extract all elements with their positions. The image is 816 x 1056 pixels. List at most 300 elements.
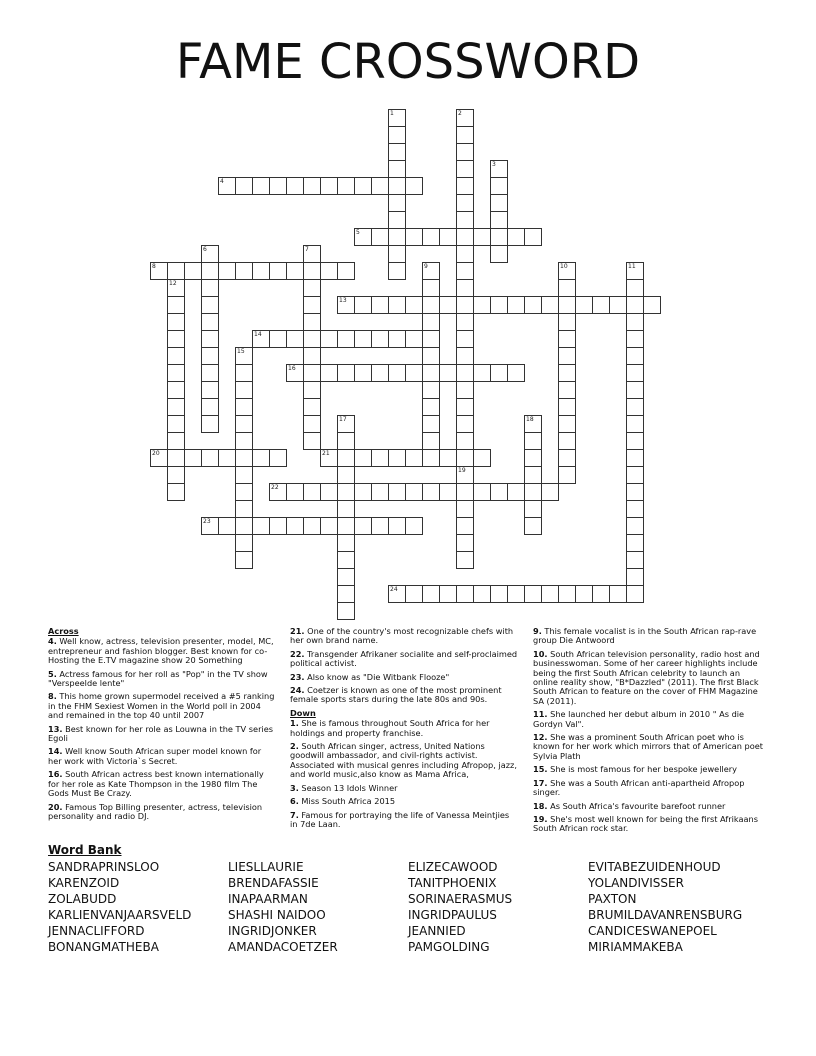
grid-cell[interactable]	[371, 177, 389, 195]
grid-cell[interactable]	[337, 551, 355, 569]
grid-cell[interactable]	[473, 483, 491, 501]
grid-cell[interactable]	[439, 364, 457, 382]
grid-cell[interactable]	[320, 262, 338, 280]
grid-cell[interactable]	[388, 517, 406, 535]
grid-cell[interactable]	[473, 296, 491, 314]
grid-cell[interactable]	[456, 500, 474, 518]
clue-number: 8	[152, 263, 156, 270]
grid-cell[interactable]	[490, 585, 508, 603]
grid-cell[interactable]	[303, 432, 321, 450]
grid-cell[interactable]	[201, 279, 219, 297]
word-bank-item: BONANGMATHEBA	[48, 940, 159, 954]
grid-cell[interactable]	[354, 364, 372, 382]
grid-cell[interactable]	[473, 228, 491, 246]
grid-cell[interactable]	[252, 449, 270, 467]
grid-cell[interactable]	[490, 245, 508, 263]
grid-cell[interactable]	[388, 245, 406, 263]
grid-cell[interactable]	[167, 483, 185, 501]
grid-cell[interactable]	[643, 296, 661, 314]
word-bank-item: KARENZOID	[48, 876, 120, 890]
grid-cell[interactable]	[388, 109, 406, 127]
grid-cell[interactable]	[456, 415, 474, 433]
grid-cell[interactable]	[405, 228, 423, 246]
grid-cell[interactable]	[524, 585, 542, 603]
grid-cell[interactable]	[626, 398, 644, 416]
grid-cell[interactable]	[456, 296, 474, 314]
grid-cell[interactable]	[473, 585, 491, 603]
grid-cell[interactable]	[456, 194, 474, 212]
grid-cell[interactable]	[269, 517, 287, 535]
grid-cell[interactable]	[235, 364, 253, 382]
grid-cell[interactable]	[354, 228, 372, 246]
grid-cell[interactable]	[422, 585, 440, 603]
grid-cell[interactable]	[201, 347, 219, 365]
grid-cell[interactable]	[201, 245, 219, 263]
grid-cell[interactable]	[286, 483, 304, 501]
grid-cell[interactable]	[354, 330, 372, 348]
grid-cell[interactable]	[388, 160, 406, 178]
grid-cell[interactable]	[201, 313, 219, 331]
grid-cell[interactable]	[592, 585, 610, 603]
grid-cell[interactable]	[371, 296, 389, 314]
grid-cell[interactable]	[439, 296, 457, 314]
grid-cell[interactable]	[524, 296, 542, 314]
grid-cell[interactable]	[303, 330, 321, 348]
grid-cell[interactable]	[422, 364, 440, 382]
grid-cell[interactable]	[456, 279, 474, 297]
grid-cell[interactable]	[507, 585, 525, 603]
grid-cell[interactable]	[337, 585, 355, 603]
grid-cell[interactable]	[269, 330, 287, 348]
grid-cell[interactable]	[201, 330, 219, 348]
grid-cell[interactable]	[507, 483, 525, 501]
grid-cell[interactable]	[558, 364, 576, 382]
grid-cell[interactable]	[150, 262, 168, 280]
grid-cell[interactable]	[286, 262, 304, 280]
grid-cell[interactable]	[456, 313, 474, 331]
clue-number: 21.	[290, 626, 305, 636]
grid-cell[interactable]	[388, 177, 406, 195]
grid-cell[interactable]	[201, 449, 219, 467]
grid-cell[interactable]	[575, 585, 593, 603]
grid-cell[interactable]	[558, 347, 576, 365]
grid-cell[interactable]	[269, 483, 287, 501]
clue-text: Best known for her role as Louwna in the TV series Egoli	[48, 723, 274, 744]
grid-cell[interactable]	[456, 211, 474, 229]
grid-cell[interactable]	[456, 449, 474, 467]
grid-cell[interactable]	[456, 398, 474, 416]
word-bank-item: BRUMILDAVANRENSBURG	[588, 908, 743, 922]
grid-cell[interactable]	[405, 483, 423, 501]
grid-cell[interactable]	[456, 245, 474, 263]
grid-cell[interactable]	[337, 432, 355, 450]
grid-cell[interactable]	[337, 602, 355, 620]
grid-cell[interactable]	[388, 228, 406, 246]
grid-cell[interactable]	[456, 330, 474, 348]
grid-cell[interactable]	[456, 432, 474, 450]
grid-cell[interactable]	[439, 228, 457, 246]
grid-cell[interactable]	[371, 364, 389, 382]
grid-cell[interactable]	[456, 585, 474, 603]
grid-cell[interactable]	[626, 381, 644, 399]
word-bank-item: PAMGOLDING	[408, 940, 490, 954]
grid-cell[interactable]	[201, 415, 219, 433]
grid-cell[interactable]	[558, 585, 576, 603]
grid-cell[interactable]	[490, 483, 508, 501]
word-bank-column	[408, 859, 512, 955]
grid-cell[interactable]	[490, 228, 508, 246]
grid-cell[interactable]	[456, 534, 474, 552]
grid-cell[interactable]	[354, 449, 372, 467]
grid-cell[interactable]	[303, 517, 321, 535]
grid-cell[interactable]	[286, 517, 304, 535]
clue-number: 20	[152, 450, 160, 457]
grid-cell[interactable]	[456, 551, 474, 569]
across-heading: Across	[48, 626, 79, 636]
grid-cell[interactable]	[167, 313, 185, 331]
grid-cell[interactable]	[626, 330, 644, 348]
grid-cell[interactable]	[201, 262, 219, 280]
grid-cell[interactable]	[439, 449, 457, 467]
grid-cell[interactable]	[405, 177, 423, 195]
grid-cell[interactable]	[558, 279, 576, 297]
grid-cell[interactable]	[439, 483, 457, 501]
grid-cell[interactable]	[524, 432, 542, 450]
grid-cell[interactable]	[303, 177, 321, 195]
grid-cell[interactable]	[507, 228, 525, 246]
grid-cell[interactable]	[626, 415, 644, 433]
grid-cell[interactable]	[235, 517, 253, 535]
grid-cell[interactable]	[422, 449, 440, 467]
word-bank-item: SANDRAPRINSLOO	[48, 860, 160, 874]
grid-cell[interactable]	[456, 143, 474, 161]
grid-cell[interactable]	[524, 517, 542, 535]
grid-cell[interactable]	[626, 449, 644, 467]
grid-cell[interactable]	[320, 364, 338, 382]
grid-cell[interactable]	[422, 381, 440, 399]
grid-cell[interactable]	[354, 483, 372, 501]
grid-cell[interactable]	[235, 415, 253, 433]
grid-cell[interactable]	[388, 483, 406, 501]
grid-cell[interactable]	[558, 398, 576, 416]
grid-cell[interactable]	[167, 262, 185, 280]
grid-cell[interactable]	[626, 347, 644, 365]
grid-cell[interactable]	[337, 262, 355, 280]
word-bank-item: JEANNIED	[408, 924, 466, 938]
grid-cell[interactable]	[320, 449, 338, 467]
grid-cell[interactable]	[456, 381, 474, 399]
clue-item	[48, 692, 276, 720]
grid-cell[interactable]	[235, 262, 253, 280]
grid-cell[interactable]	[354, 296, 372, 314]
grid-cell[interactable]	[235, 381, 253, 399]
grid-cell[interactable]	[337, 517, 355, 535]
word-bank-item: TANITPHOENIX	[408, 876, 497, 890]
grid-cell[interactable]	[235, 551, 253, 569]
clue-text: South African actress best known internationally for her role as Kate Thompson in the 1980 film The Gods Must Be Crazy.	[48, 769, 264, 799]
grid-cell[interactable]	[201, 364, 219, 382]
grid-cell[interactable]	[473, 449, 491, 467]
grid-cell[interactable]	[456, 466, 474, 484]
grid-cell[interactable]	[541, 483, 559, 501]
grid-cell[interactable]	[286, 364, 304, 382]
grid-cell[interactable]	[235, 483, 253, 501]
grid-cell[interactable]	[354, 177, 372, 195]
grid-cell[interactable]	[422, 347, 440, 365]
grid-cell[interactable]	[371, 228, 389, 246]
grid-cell[interactable]	[337, 466, 355, 484]
grid-cell[interactable]	[167, 415, 185, 433]
grid-cell[interactable]	[167, 381, 185, 399]
grid-cell[interactable]	[235, 347, 253, 365]
grid-cell[interactable]	[422, 279, 440, 297]
grid-cell[interactable]	[626, 466, 644, 484]
grid-cell[interactable]	[524, 466, 542, 484]
grid-cell[interactable]	[456, 160, 474, 178]
grid-cell[interactable]	[218, 177, 236, 195]
grid-cell[interactable]	[456, 228, 474, 246]
grid-cell[interactable]	[439, 585, 457, 603]
word-bank-item: SHASHI NAIDOO	[228, 908, 326, 922]
grid-cell[interactable]	[626, 483, 644, 501]
grid-cell[interactable]	[371, 449, 389, 467]
grid-cell[interactable]	[575, 296, 593, 314]
grid-cell[interactable]	[626, 534, 644, 552]
grid-cell[interactable]	[303, 279, 321, 297]
grid-cell[interactable]	[405, 330, 423, 348]
grid-cell[interactable]	[388, 211, 406, 229]
grid-cell[interactable]	[252, 517, 270, 535]
grid-cell[interactable]	[303, 347, 321, 365]
clue-number: 16.	[48, 769, 63, 780]
grid-cell[interactable]	[388, 330, 406, 348]
grid-cell[interactable]	[626, 296, 644, 314]
grid-cell[interactable]	[456, 126, 474, 144]
grid-cell[interactable]	[388, 364, 406, 382]
grid-cell[interactable]	[558, 381, 576, 399]
grid-cell[interactable]	[371, 517, 389, 535]
clue-number: 23	[203, 518, 211, 525]
grid-cell[interactable]	[303, 313, 321, 331]
grid-cell[interactable]	[456, 364, 474, 382]
grid-cell[interactable]	[303, 364, 321, 382]
grid-cell[interactable]	[558, 330, 576, 348]
grid-cell[interactable]	[167, 279, 185, 297]
grid-cell[interactable]	[286, 330, 304, 348]
grid-cell[interactable]	[609, 585, 627, 603]
grid-cell[interactable]	[337, 330, 355, 348]
grid-cell[interactable]	[626, 551, 644, 569]
grid-cell[interactable]	[558, 313, 576, 331]
grid-cell[interactable]	[201, 381, 219, 399]
grid-cell[interactable]	[507, 296, 525, 314]
grid-cell[interactable]	[490, 296, 508, 314]
grid-cell[interactable]	[558, 466, 576, 484]
grid-cell[interactable]	[388, 143, 406, 161]
grid-cell[interactable]	[167, 347, 185, 365]
grid-cell[interactable]	[626, 364, 644, 382]
grid-cell[interactable]	[235, 534, 253, 552]
grid-cell[interactable]	[524, 483, 542, 501]
grid-cell[interactable]	[405, 296, 423, 314]
grid-cell[interactable]	[320, 330, 338, 348]
word-bank-item: CANDICESWANEPOEL	[588, 924, 717, 938]
grid-cell[interactable]	[320, 483, 338, 501]
grid-cell[interactable]	[303, 245, 321, 263]
clue-item	[290, 811, 518, 830]
grid-cell[interactable]	[303, 415, 321, 433]
grid-cell[interactable]	[303, 262, 321, 280]
grid-cell[interactable]	[626, 568, 644, 586]
grid-cell[interactable]	[609, 296, 627, 314]
grid-cell[interactable]	[167, 432, 185, 450]
grid-cell[interactable]	[473, 364, 491, 382]
grid-cell[interactable]	[201, 517, 219, 535]
grid-cell[interactable]	[490, 160, 508, 178]
grid-cell[interactable]	[456, 347, 474, 365]
grid-cell[interactable]	[626, 500, 644, 518]
grid-cell[interactable]	[252, 262, 270, 280]
grid-cell[interactable]	[235, 466, 253, 484]
word-bank-item: MIRIAMMAKEBA	[588, 940, 683, 954]
grid-cell[interactable]	[337, 415, 355, 433]
grid-cell[interactable]	[269, 262, 287, 280]
grid-cell[interactable]	[456, 177, 474, 195]
grid-cell[interactable]	[456, 109, 474, 127]
grid-cell[interactable]	[337, 534, 355, 552]
grid-cell[interactable]	[252, 177, 270, 195]
grid-cell[interactable]	[592, 296, 610, 314]
grid-cell[interactable]	[422, 398, 440, 416]
grid-cell[interactable]	[167, 296, 185, 314]
grid-cell[interactable]	[422, 228, 440, 246]
grid-cell[interactable]	[422, 330, 440, 348]
grid-cell[interactable]	[456, 262, 474, 280]
grid-cell[interactable]	[558, 432, 576, 450]
grid-cell[interactable]	[201, 398, 219, 416]
clue-item	[290, 650, 518, 669]
grid-cell[interactable]	[388, 296, 406, 314]
grid-cell[interactable]	[626, 585, 644, 603]
grid-cell[interactable]	[422, 432, 440, 450]
grid-cell[interactable]	[626, 313, 644, 331]
grid-cell[interactable]	[371, 330, 389, 348]
grid-cell[interactable]	[354, 517, 372, 535]
grid-cell[interactable]	[252, 330, 270, 348]
grid-cell[interactable]	[337, 568, 355, 586]
grid-cell[interactable]	[269, 177, 287, 195]
grid-cell[interactable]	[388, 194, 406, 212]
grid-cell[interactable]	[320, 177, 338, 195]
grid-cell[interactable]	[320, 517, 338, 535]
grid-cell[interactable]	[626, 517, 644, 535]
grid-cell[interactable]	[184, 262, 202, 280]
grid-cell[interactable]	[388, 449, 406, 467]
grid-cell[interactable]	[626, 262, 644, 280]
grid-cell[interactable]	[490, 211, 508, 229]
grid-cell[interactable]	[490, 364, 508, 382]
down-heading: Down	[290, 707, 316, 718]
grid-cell[interactable]	[184, 449, 202, 467]
grid-cell[interactable]	[405, 585, 423, 603]
grid-cell[interactable]	[388, 585, 406, 603]
grid-cell[interactable]	[235, 500, 253, 518]
grid-cell[interactable]	[167, 466, 185, 484]
grid-cell[interactable]	[524, 449, 542, 467]
grid-cell[interactable]	[507, 364, 525, 382]
grid-cell[interactable]	[405, 517, 423, 535]
grid-cell[interactable]	[167, 364, 185, 382]
grid-cell[interactable]	[337, 449, 355, 467]
grid-cell[interactable]	[303, 381, 321, 399]
grid-cell[interactable]	[422, 262, 440, 280]
grid-cell[interactable]	[490, 194, 508, 212]
grid-cell[interactable]	[235, 398, 253, 416]
clue-text: She was a prominent South African poet who is known for her work which mirrors that of American poet Sylvia Plath	[533, 732, 763, 761]
grid-cell[interactable]	[422, 483, 440, 501]
grid-cell[interactable]	[201, 296, 219, 314]
grid-cell[interactable]	[235, 432, 253, 450]
grid-cell[interactable]	[218, 262, 236, 280]
grid-cell[interactable]	[422, 313, 440, 331]
grid-cell[interactable]	[303, 398, 321, 416]
grid-cell[interactable]	[490, 177, 508, 195]
grid-cell[interactable]	[541, 296, 559, 314]
grid-cell[interactable]	[456, 517, 474, 535]
grid-cell[interactable]	[524, 415, 542, 433]
grid-cell[interactable]	[524, 500, 542, 518]
grid-cell[interactable]	[541, 585, 559, 603]
grid-cell[interactable]	[337, 500, 355, 518]
grid-cell[interactable]	[218, 517, 236, 535]
grid-cell[interactable]	[269, 449, 287, 467]
grid-cell[interactable]	[405, 449, 423, 467]
grid-cell[interactable]	[626, 279, 644, 297]
grid-cell[interactable]	[167, 449, 185, 467]
grid-cell[interactable]	[422, 296, 440, 314]
grid-cell[interactable]	[388, 126, 406, 144]
grid-cell[interactable]	[218, 449, 236, 467]
word-bank-column	[48, 859, 191, 955]
grid-cell[interactable]	[235, 177, 253, 195]
grid-cell[interactable]	[558, 262, 576, 280]
grid-cell[interactable]	[167, 398, 185, 416]
grid-cell[interactable]	[626, 432, 644, 450]
clue-number: 15	[237, 348, 245, 355]
grid-cell[interactable]	[558, 449, 576, 467]
clue-number: 19	[458, 467, 466, 474]
clue-item	[290, 742, 518, 780]
grid-cell[interactable]	[303, 483, 321, 501]
grid-cell[interactable]	[388, 262, 406, 280]
grid-cell[interactable]	[405, 364, 423, 382]
grid-cell[interactable]	[337, 364, 355, 382]
grid-cell[interactable]	[371, 483, 389, 501]
grid-cell[interactable]	[456, 483, 474, 501]
grid-cell[interactable]	[337, 296, 355, 314]
grid-cell[interactable]	[337, 177, 355, 195]
grid-cell[interactable]	[558, 415, 576, 433]
grid-cell[interactable]	[150, 449, 168, 467]
grid-cell[interactable]	[337, 483, 355, 501]
grid-cell[interactable]	[235, 449, 253, 467]
grid-cell[interactable]	[422, 415, 440, 433]
grid-cell[interactable]	[303, 296, 321, 314]
grid-cell[interactable]	[286, 177, 304, 195]
grid-cell[interactable]	[167, 330, 185, 348]
grid-cell[interactable]	[558, 296, 576, 314]
grid-cell[interactable]	[524, 228, 542, 246]
